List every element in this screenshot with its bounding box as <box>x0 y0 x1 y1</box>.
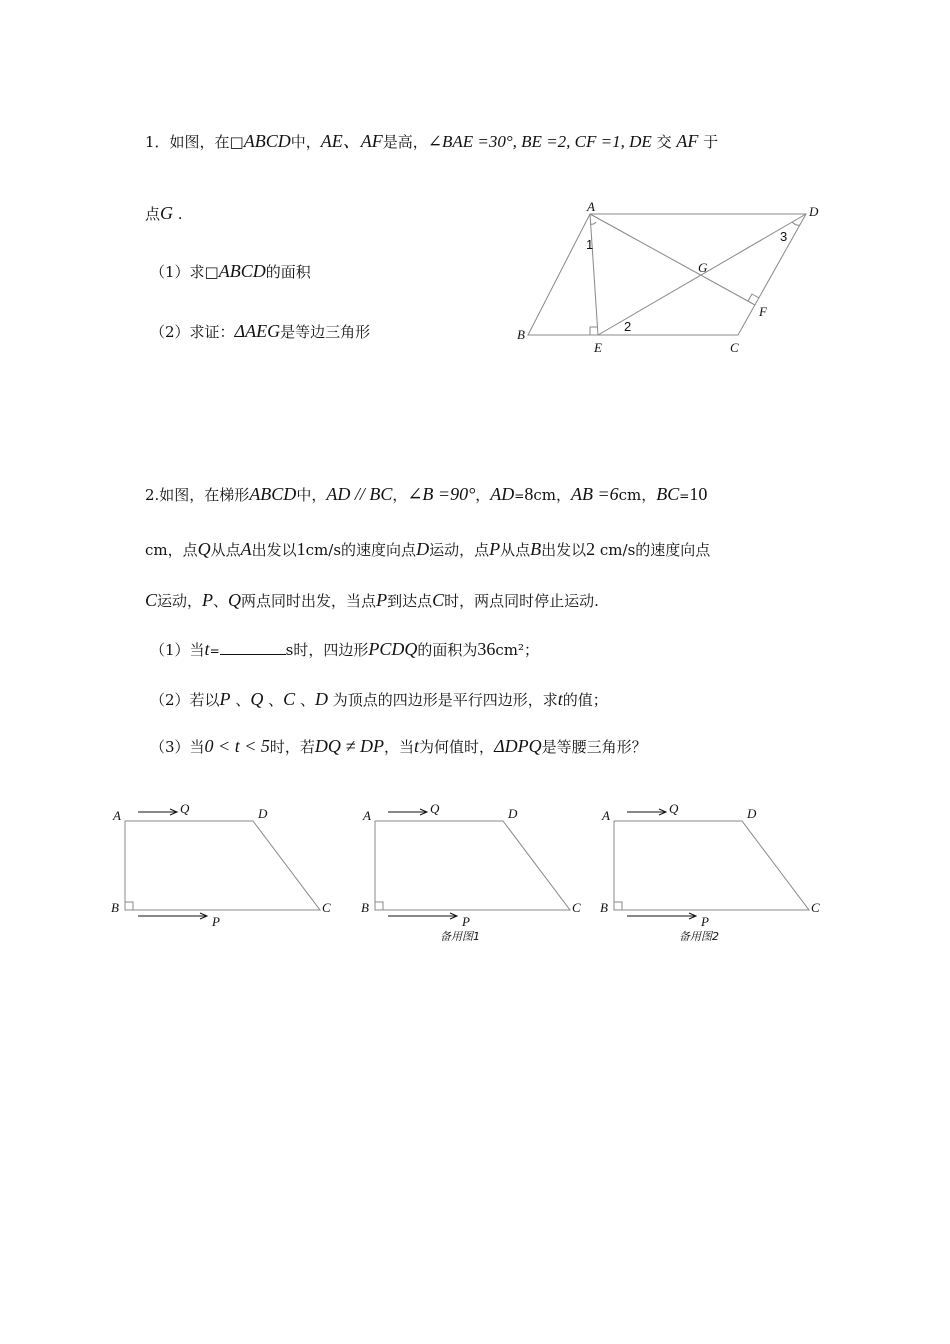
label-a: A <box>113 808 121 823</box>
label-d: D <box>508 806 518 821</box>
angle-label-2: 2 <box>624 319 632 334</box>
q1-part1 <box>150 262 311 280</box>
label-c: C <box>730 340 739 355</box>
label-e: E <box>594 340 602 355</box>
right-angle-b <box>125 902 133 910</box>
q2-p3-t: t <box>414 736 420 756</box>
q1-yu: 于 <box>703 133 719 151</box>
label-b: B <box>111 900 119 915</box>
label-q: Q <box>669 801 679 816</box>
q1-part2-tail: 是等边三角形 <box>280 323 371 341</box>
q1-figure <box>510 195 830 355</box>
q2-p2-t1: 为顶点的四边形是平行四边形，求 <box>332 691 558 709</box>
q2-p1-pcdq: PCDQ <box>368 639 418 659</box>
q2-p2-p: P <box>219 689 231 709</box>
q1-g: G <box>160 203 174 223</box>
q2-zhong: 中， <box>296 486 327 504</box>
q2-ad-eq: = <box>514 489 525 503</box>
q2-p3-range: 0 < t < 5 <box>204 736 270 756</box>
q2-p3-t1: 时，若 <box>269 738 315 756</box>
label-g: G <box>698 260 708 275</box>
trapezoid-abcd <box>614 821 809 910</box>
q2-p3-tri: ΔDPQ <box>494 736 542 756</box>
q2-l2-p: P <box>489 539 501 559</box>
label-b: B <box>600 900 608 915</box>
answer-blank[interactable] <box>220 642 286 655</box>
right-angle-e <box>590 327 598 335</box>
q2-part3 <box>150 737 647 755</box>
label-p: P <box>701 914 709 929</box>
q2-p1-lead: （1）当 <box>150 641 205 659</box>
label-b: B <box>517 327 525 342</box>
q1-shigao: 是高， <box>382 133 428 151</box>
q1-part2-lead: （2）求证： <box>150 323 235 341</box>
q2-p2-d2: 、 <box>268 691 284 709</box>
q1-part1-abcd: ABCD <box>218 261 266 281</box>
q1-part1-lead: （1）求 <box>150 263 205 281</box>
q2-angle-b: ∠B =90° <box>407 484 476 504</box>
q2-l3-t4: 时，两点同时停止运动. <box>444 592 599 610</box>
q2-bc: BC <box>656 484 680 504</box>
q2-part2 <box>150 690 608 708</box>
q2-l3-t2: 两点同时出发，当点 <box>241 592 377 610</box>
label-p: P <box>462 914 470 929</box>
q2-bc-eq: = <box>679 489 690 503</box>
q2-ab: AB =6 <box>570 484 619 504</box>
q1-line1 <box>145 132 718 150</box>
q2-p2-t: t <box>557 689 563 709</box>
label-a: A <box>363 808 371 823</box>
q2-p3-t3: 为何值时， <box>419 738 495 756</box>
q2-l2-t7: 的速度向点 <box>635 541 711 559</box>
caption-backup-1: 备用图1 <box>440 930 480 943</box>
q2-lead: 2.如图，在梯形 <box>145 486 250 504</box>
q2-p3-dq: DQ <box>314 736 341 756</box>
q2-bc-val: 10 <box>689 484 708 504</box>
q2-l2-one: 1 <box>296 539 306 559</box>
q2-l3-p2: P <box>376 590 388 610</box>
q2-p2-d: D <box>314 689 328 709</box>
label-a: A <box>587 199 595 214</box>
q2-l3-q: Q <box>228 590 242 610</box>
label-c: C <box>572 900 581 915</box>
q2-l2-speed2: cm/s <box>599 541 636 559</box>
segment-ae <box>590 214 598 335</box>
q2-comma1: ， <box>392 486 408 504</box>
q2-ad-bc: AD // BC <box>326 484 393 504</box>
trapezoid-figure-main <box>108 798 348 938</box>
q2-p1-s: s <box>285 641 294 659</box>
q2-p3-t2: ，当 <box>384 738 415 756</box>
q2-line3 <box>145 591 599 609</box>
q1-ae-af: AE、AF <box>320 131 383 151</box>
q1-dot: . <box>177 205 183 223</box>
q2-l2-q: Q <box>197 539 211 559</box>
q2-ad-val: 8 <box>524 484 534 504</box>
label-f: F <box>759 304 767 319</box>
q2-p2-lead: （2）若以 <box>150 691 220 709</box>
q2-p3-t4: 是等腰三角形？ <box>541 738 647 756</box>
trapezoid-figure-backup-1 <box>358 798 598 948</box>
label-q: Q <box>180 801 190 816</box>
q2-abcd: ABCD <box>249 484 297 504</box>
q2-p1-eq: = <box>209 644 220 658</box>
q2-line1 <box>145 485 707 503</box>
q2-comma2: ， <box>475 486 491 504</box>
label-a: A <box>602 808 610 823</box>
label-d: D <box>809 204 819 219</box>
q2-l2-b: B <box>530 539 542 559</box>
label-c: C <box>811 900 820 915</box>
q1-line2 <box>145 204 183 222</box>
q2-l2-t4: 运动，点 <box>429 541 490 559</box>
q2-p2-d1: 、 <box>235 691 251 709</box>
label-b: B <box>361 900 369 915</box>
q1-dian: 点 <box>145 205 161 223</box>
q1-part2-tri: ΔAEG <box>234 321 281 341</box>
q2-l2-t3: 的速度向点 <box>341 541 417 559</box>
angle-mark-3 <box>792 222 800 225</box>
trapezoid-abcd <box>125 821 320 910</box>
q2-l2-t2: 出发以 <box>251 541 297 559</box>
q2-p2-d3: 、 <box>299 691 315 709</box>
label-p: P <box>212 914 220 929</box>
q2-l2-two: 2 <box>586 539 596 559</box>
q1-abcd: ABCD <box>243 131 291 151</box>
q1-af: AF <box>676 131 699 151</box>
q1-angle-cond: ∠BAE =30° <box>427 132 513 151</box>
q2-l3-t3: 到达点 <box>387 592 433 610</box>
q2-p1-t2: 时，四边形 <box>293 641 369 659</box>
q2-l3-c2: C <box>432 590 445 610</box>
q2-l2-a: A <box>240 539 252 559</box>
angle-label-3: 3 <box>780 229 788 244</box>
q2-p2-q: Q <box>250 689 264 709</box>
label-q: Q <box>430 801 440 816</box>
parallelogram-icon: □ <box>229 133 244 151</box>
trapezoid-figure-backup-2 <box>597 798 837 948</box>
q1-lead: 1．如图，在 <box>145 133 230 151</box>
q2-part1 <box>150 640 539 658</box>
q2-l3-dun: 、 <box>213 592 229 610</box>
label-d: D <box>747 806 757 821</box>
q2-p1-unit: cm²； <box>495 641 539 659</box>
q2-p3-lead: （3）当 <box>150 738 205 756</box>
q2-cm2: cm， <box>618 486 657 504</box>
q2-l2-d: D <box>416 539 430 559</box>
q2-p2-t2: 的值； <box>562 691 608 709</box>
q1-zhong: 中， <box>290 133 321 151</box>
trapezoid-abcd <box>375 821 570 910</box>
q2-cm1: cm， <box>533 486 571 504</box>
label-d: D <box>258 806 268 821</box>
label-c: C <box>322 900 331 915</box>
q1-jiao: 交 <box>656 133 672 151</box>
q2-p1-t: t <box>204 639 210 659</box>
q2-l2-t6: 出发以 <box>541 541 587 559</box>
q1-de: , DE <box>620 132 652 151</box>
q2-p1-area: 36 <box>477 639 496 659</box>
right-angle-b <box>614 902 622 910</box>
q2-l3-c: C <box>145 590 158 610</box>
right-angle-b <box>375 902 383 910</box>
q2-l2-cm: cm，点 <box>145 541 198 559</box>
q2-p3-ne: ≠ DP <box>345 736 385 756</box>
q1-be-cf: , BE =2, CF =1 <box>512 132 621 151</box>
caption-backup-2: 备用图2 <box>679 930 719 943</box>
angle-label-1: 1 <box>586 237 594 252</box>
q1-part1-tail: 的面积 <box>265 263 311 281</box>
q2-p2-c: C <box>283 689 296 709</box>
q2-ad: AD <box>490 484 515 504</box>
q2-l2-t5: 从点 <box>500 541 531 559</box>
q2-l2-speed1: cm/s <box>305 541 342 559</box>
q2-p1-t3: 的面积为 <box>417 641 478 659</box>
parallelogram-icon: □ <box>204 263 219 281</box>
q2-l2-t1: 从点 <box>210 541 241 559</box>
q1-part2 <box>150 322 370 340</box>
q2-l3-t1: 运动， <box>157 592 203 610</box>
q2-line2 <box>145 540 710 558</box>
q2-l3-p: P <box>202 590 214 610</box>
